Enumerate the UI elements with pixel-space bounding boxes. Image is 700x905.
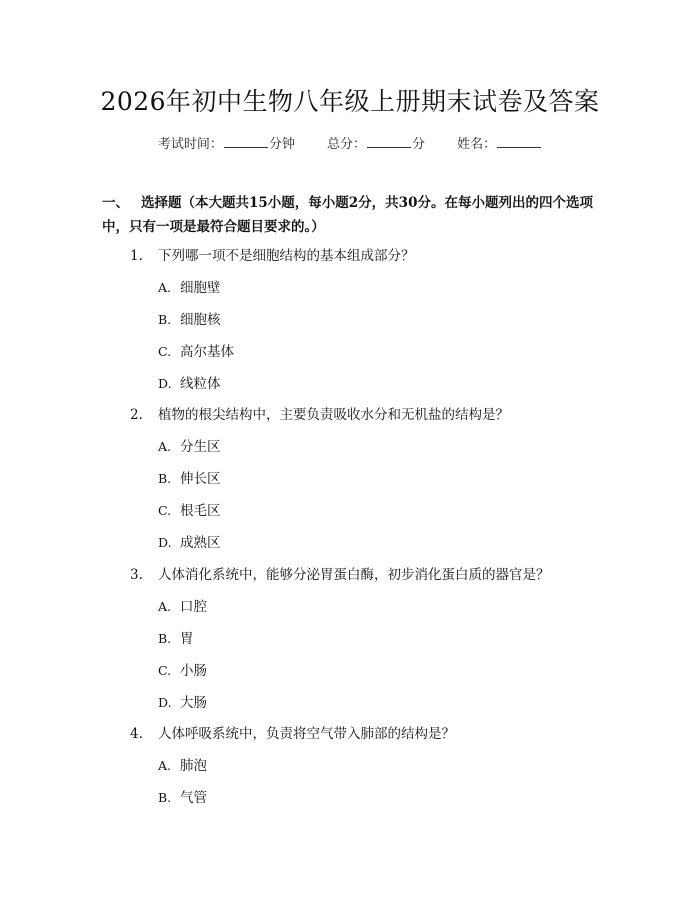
option-text: 细胞核 (180, 312, 221, 328)
option-text: 细胞壁 (180, 280, 221, 296)
option-text: 气管 (180, 790, 207, 806)
question-3 (130, 563, 550, 583)
question-text: 下列哪一项不是细胞结构的基本组成部分？ (158, 248, 415, 264)
option-text: 线粒体 (180, 376, 221, 392)
score-field (327, 133, 425, 152)
option-4a (158, 754, 207, 774)
option-letter: C. (158, 663, 172, 678)
question-number: 2. (130, 407, 143, 423)
option-letter: A. (158, 599, 172, 614)
option-letter: B. (158, 790, 172, 805)
option-3b (158, 627, 194, 647)
option-letter: C. (158, 503, 172, 518)
option-letter: B. (158, 312, 172, 327)
exam-meta (0, 133, 700, 152)
time-blank (224, 137, 268, 148)
score-label: 总分： (326, 137, 366, 152)
score-unit: 分 (412, 137, 426, 152)
option-1c (158, 340, 234, 360)
option-text: 肺泡 (180, 758, 207, 774)
question-number: 3. (130, 567, 143, 583)
option-text: 成熟区 (180, 535, 221, 551)
question-number: 4. (130, 726, 143, 742)
option-3a (158, 595, 207, 615)
option-4b (158, 786, 207, 806)
option-text: 口腔 (180, 599, 207, 615)
option-letter: C. (158, 344, 172, 359)
option-1a (158, 276, 221, 296)
question-text: 植物的根尖结构中，主要负责吸收水分和无机盐的结构是？ (158, 407, 509, 423)
name-blank (497, 137, 541, 148)
option-1b (158, 308, 221, 328)
score-blank (367, 137, 411, 148)
option-letter: B. (158, 471, 172, 486)
option-2b (158, 467, 221, 487)
question-2 (130, 403, 509, 423)
option-text: 大肠 (180, 695, 207, 711)
question-1 (130, 244, 415, 264)
section-heading (102, 191, 602, 239)
option-text: 高尔基体 (180, 344, 234, 360)
question-number: 1. (130, 248, 143, 264)
option-2d (158, 531, 221, 551)
section-text: 选择题（本大题共15小题，每小题2分，共30分。在每小题列出的四个选项中，只有一项是最符合题目要求的。） (102, 195, 593, 235)
time-label: 考试时间： (157, 137, 223, 152)
time-unit: 分钟 (268, 137, 295, 152)
section-number: 一、 (102, 195, 129, 211)
page-title: 2026年初中生物八年级上册期末试卷及答案 (100, 87, 600, 116)
option-letter: D. (158, 535, 172, 550)
option-3d (158, 691, 207, 711)
option-text: 伸长区 (180, 471, 221, 487)
question-text: 人体呼吸系统中，负责将空气带入肺部的结构是？ (158, 726, 455, 742)
option-text: 胃 (180, 631, 194, 647)
option-letter: A. (158, 280, 172, 295)
option-1d (158, 372, 221, 392)
question-4 (130, 722, 455, 742)
option-letter: D. (158, 695, 172, 710)
option-text: 根毛区 (180, 503, 221, 519)
option-letter: A. (158, 439, 172, 454)
time-field (158, 133, 295, 152)
option-text: 小肠 (180, 663, 207, 679)
name-label: 姓名： (457, 137, 497, 152)
name-field (457, 133, 542, 152)
option-letter: A. (158, 758, 172, 773)
option-letter: D. (158, 376, 172, 391)
option-3c (158, 659, 207, 679)
option-2a (158, 435, 221, 455)
option-text: 分生区 (180, 439, 221, 455)
option-2c (158, 499, 221, 519)
question-text: 人体消化系统中，能够分泌胃蛋白酶，初步消化蛋白质的器官是？ (158, 567, 550, 583)
option-letter: B. (158, 631, 172, 646)
